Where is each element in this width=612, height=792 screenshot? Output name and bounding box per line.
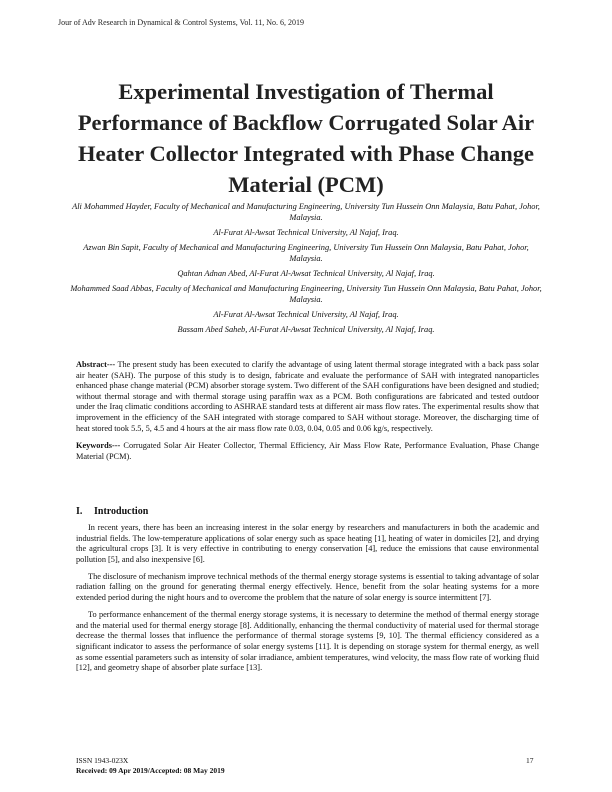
abstract-label: Abstract--- (76, 360, 116, 369)
body-paragraph: The disclosure of mechanism improve technical methods of the thermal energy storage systems is essential to taking advantage of solar radiation falling on the ground for generating thermal energy effectively. Hence, benefit from the solar heating systems for a more extended period during the night hours and to overcome the problem that the nature of solar energy is source intermittent [7]. (76, 571, 539, 603)
footer-received-date: Received: 09 Apr 2019/Accepted: 08 May 2019 (76, 766, 225, 775)
keywords-label: Keywords--- (76, 441, 121, 451)
section-title: Introduction (94, 506, 149, 517)
author-line: Ali Mohammed Hayder, Faculty of Mechanical and Manufacturing Engineering, University Tun Hussein Onn Malaysia, Batu Pahat, Johor, Malaysia. (72, 202, 540, 222)
author-affiliations (70, 202, 542, 340)
body-paragraph: In recent years, there has been an increasing interest in the solar energy by researchers and manufacturers in both the academic and industrial fields. The low-temperature applications of solar energy such as space heating [1], heating of water in domiciles [2], and drying the agricultural crops [3]. It is very effective in contributing to energy conservation [4], reduce the emissions that cause environmental pollution [5], and also inexpensive [6]. (76, 523, 539, 564)
footer-issn: ISSN 1943-023X (76, 756, 129, 765)
author-line: Bassam Abed Saheb, Al-Furat Al-Awsat Technical University, Al Najaf, Iraq. (177, 324, 435, 334)
page-number: 17 (526, 756, 534, 765)
author-line: Al-Furat Al-Awsat Technical University, Al Najaf, Iraq. (213, 309, 399, 319)
paper-title: Experimental Investigation of Thermal Performance of Backflow Corrugated Solar Air Heater Collector Integrated with Phase Change Material (PCM) (77, 79, 535, 197)
running-header: Jour of Adv Research in Dynamical & Control Systems, Vol. 11, No. 6, 2019 (58, 18, 305, 27)
author-line: Mohammed Saad Abbas, Faculty of Mechanical and Manufacturing Engineering, University Tun Hussein Onn Malaysia, Batu Pahat, Johor, Malaysia. (70, 283, 542, 304)
author-line: Qahtan Adnan Abed, Al-Furat Al-Awsat Technical University, Al Najaf, Iraq. (177, 268, 435, 278)
keywords-paragraph (76, 441, 539, 462)
introduction-body (76, 523, 539, 680)
abstract-text: The present study has been executed to clarify the advantage of using latent thermal storage integrated with a back pass solar air heater (SAH). The purpose of this study is to design, fabricate and evaluate the performance of SAH with integrated nanoparticles enhanced phase change material (PCM) absorber storage system. Two different of the SAH configurations have been designed and studied; without thermal storage and with thermal storage using paraffin wax as a PCM. Both configurations are fabricated and tested outdoor under the Iraq climatic conditions according to ASHRAE standard tests at different air mass flow rates. The experimental results show that improvement in the efficiency of the SAH integrated with storage compared to SAH without storage. Moreover, the discharging time of heat stored took 5.5, 5, 4.5 and 4 hours at the air mass flow rate 0.03, 0.04, 0.05 and 0.06 kg/s, respectively. (76, 360, 539, 433)
author-line: Azwan Bin Sapit, Faculty of Mechanical and Manufacturing Engineering, University Tun Hussein Onn Malaysia, Batu Pahat, Johor, Malaysia. (83, 242, 529, 263)
body-paragraph: To performance enhancement of the thermal energy storage systems, it is necessary to determine the method of thermal energy storage and the material used for thermal energy storage [8]. Additionally, enhancing the thermal conductivity of material used for thermal storage decrease the thermal losses that influence the performance of thermal storage systems [9, 10]. The thermal efficiency considered as a significant indicator to assess the performance of solar energy systems [11]. It is depending on storage system for thermal energy, as well as some essential parameters such as intensity of solar irradiance, ambient temperatures, wind velocity, the mass flow rate of working fluid [12], and geometry shape of absorber plate surface [13]. (76, 610, 539, 673)
abstract-block (76, 360, 539, 469)
author-line: Al-Furat Al-Awsat Technical University, Al Najaf, Iraq. (213, 227, 399, 237)
abstract-paragraph (76, 360, 539, 434)
section-heading (76, 506, 148, 517)
keywords-text: Corrugated Solar Air Heater Collector, Thermal Efficiency, Air Mass Flow Rate, Performance Evaluation, Phase Change Material (PCM). (76, 441, 540, 461)
section-number: I. (76, 506, 83, 517)
